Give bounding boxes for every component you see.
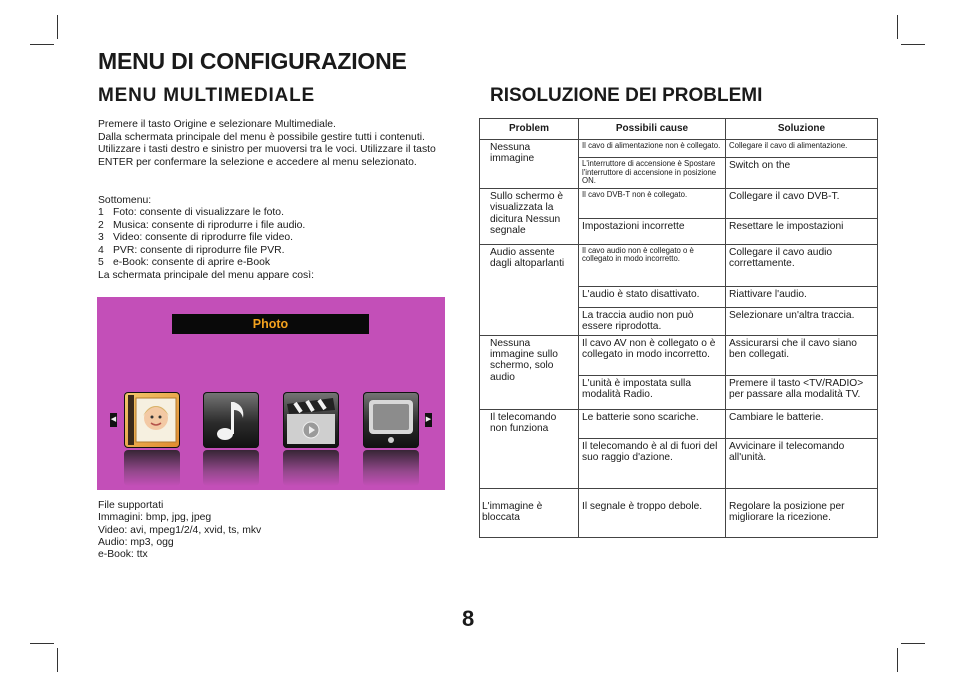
solution-cell: Regolare la posizione per migliorare la ricezione. [726,488,878,537]
solution-cell: Collegare il cavo di alimentazione. [726,140,878,158]
reflection [363,450,419,486]
music-note-icon [203,392,259,448]
clapperboard-icon [283,392,339,448]
cause-cell: Le batterie sono scariche. [579,409,726,438]
submenu-number: 3 [98,232,104,244]
solution-cell: Resettare le impostazioni [726,218,878,244]
problem-cell: Nessuna immagine [480,140,579,189]
column-header-causes: Possibili cause [579,119,726,140]
cause-cell: L'audio è stato disattivato. [579,286,726,307]
tv-icon [363,392,419,448]
submenu-list [98,207,305,270]
submenu-text: Foto: consente di visualizzare le foto. [113,207,284,218]
supported-files-line: Immagini: bmp, jpg, jpeg [98,512,212,524]
submenu-text: PVR: consente di riprodurre file PVR. [113,244,285,256]
supported-files-title: File supportati [98,500,164,511]
submenu-number: 5 [98,257,104,269]
supported-files [98,500,261,561]
arrow-left-icon: ◀ [110,413,117,427]
submenu-item [98,207,305,220]
multimedia-menu-screenshot [97,297,445,490]
problem-cell: L'immagine è bloccata [480,488,579,537]
cause-cell: Il cavo AV non è collegato o è collegato in modo incorretto. [579,335,726,375]
intro-line: Dalla schermata principale del menu è possibile gestire tutti i contenuti. Utilizzare i tasti destro e sinistro per muoversi tra le voci. Utilizzare il tasto ENTER per confermare la selezione e accedere al menu selezionato. [98,131,436,168]
column-header-solution: Soluzione [726,119,878,140]
solution-cell: Assicurarsi che il cavo siano ben collegati. [726,335,878,375]
supported-files-line: Audio: mp3, ogg [98,536,174,548]
intro-text [98,119,443,169]
reflection [283,450,339,486]
solution-cell: Collegare il cavo audio correttamente. [726,244,878,286]
cause-cell: Il segnale è troppo debole. [579,488,726,537]
solution-cell: Collegare il cavo DVB-T. [726,188,878,218]
solution-cell: Premere il tasto <TV/RADIO> per passare alla modalità TV. [726,375,878,409]
submenu-item [98,232,305,245]
submenu-number: 1 [98,207,104,218]
problem-cell: Nessuna immagine sullo schermo, solo audio [480,335,579,409]
cause-cell: L'unità è impostata sulla modalità Radio. [579,375,726,409]
cause-cell: La traccia audio non può essere riprodotta. [579,307,726,335]
problem-cell: Il telecomando non funziona [480,409,579,488]
solution-cell: Avvicinare il telecomando all'unità. [726,438,878,488]
submenu-text: Video: consente di riprodurre file video. [113,232,294,244]
screen-caption: La schermata principale del menu appare così: [98,270,315,281]
submenu-text: Musica: consente di riprodurre i file audio. [113,219,306,231]
supported-files-line: Video: avi, mpeg1/2/4, xvid, ts, mkv [98,524,262,536]
supported-files-line: e-Book: ttx [98,549,148,561]
submenu-title: Sottomenu: [98,195,152,206]
problem-cell: Audio assente dagli altoparlanti [480,244,579,335]
troubleshooting-table [479,118,878,538]
intro-line: Premere il tasto Origine e selezionare Multimediale. [98,119,336,130]
reflection [124,450,180,486]
page-title: MENU DI CONFIGURAZIONE [98,48,407,74]
arrow-right-icon: ▶ [425,413,432,427]
page-number: 8 [462,606,475,631]
submenu-number: 4 [98,244,104,256]
submenu-text: e-Book: consente di aprire e-Book [113,257,271,269]
cause-cell: Il cavo di alimentazione non è collegato. [579,140,726,158]
submenu-item [98,257,305,270]
solution-cell: Cambiare le batterie. [726,409,878,438]
solution-cell: Riattivare l'audio. [726,286,878,307]
submenu-number: 2 [98,219,104,231]
cause-cell: Impostazioni incorrette [579,218,726,244]
troubleshooting-heading: RISOLUZIONE DEI PROBLEMI [490,85,763,106]
solution-cell: Selezionare un'altra traccia. [726,307,878,335]
photo-icon [124,392,180,448]
cause-cell: Il telecomando è al di fuori del suo raggio d'azione. [579,438,726,488]
cause-cell: L'interruttore di accensione è Spostare l'interruttore di accensione in posizione ON. [579,158,726,189]
multimedia-menu-heading: MENU MULTIMEDIALE [98,85,315,106]
reflection [203,450,259,486]
column-header-problem: Problem [480,119,579,140]
submenu-item [98,245,305,258]
screen-selected-label: Photo [172,314,369,334]
cause-cell: Il cavo DVB-T non è collegato. [579,188,726,218]
cause-cell: Il cavo audio non è collegato o è collegato in modo incorretto. [579,244,726,286]
problem-cell: Sullo schermo è visualizzata la dicitura Nessun segnale [480,188,579,244]
solution-cell: Switch on the [726,158,878,189]
submenu-item [98,220,305,233]
